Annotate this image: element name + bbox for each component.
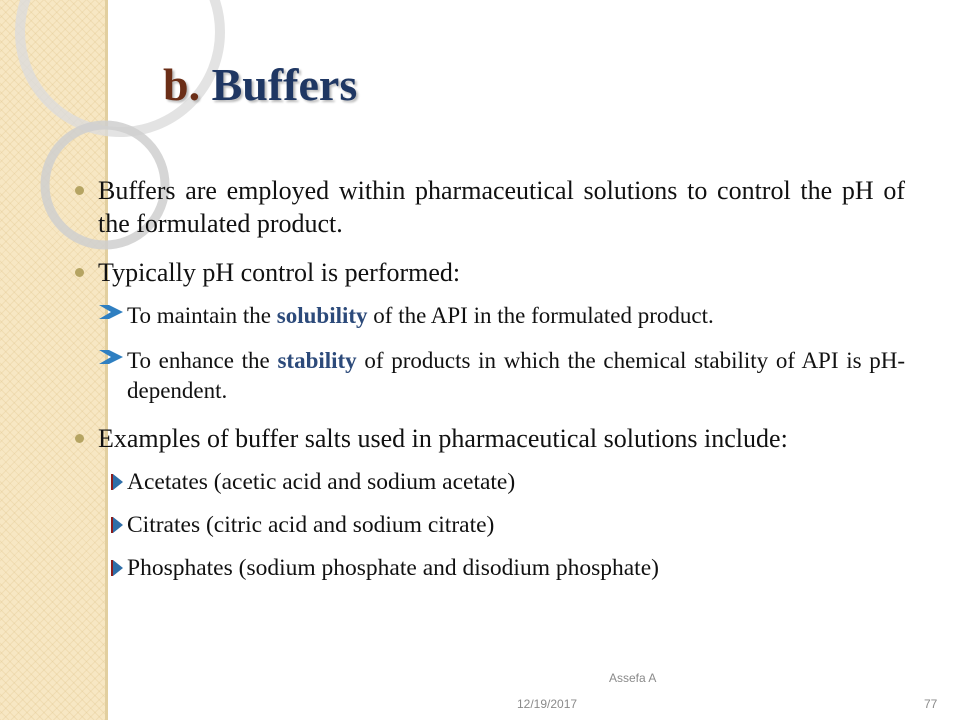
bullet-dot-icon [75, 268, 84, 277]
slide-body [75, 174, 905, 583]
flag-bullet-icon [111, 474, 123, 490]
footer-date: 12/19/2017 [517, 697, 578, 711]
text-segment: To enhance the [127, 348, 278, 373]
example-text: Phosphates (sodium phosphate and disodium phosphate) [127, 555, 659, 581]
bullet-item [75, 256, 905, 289]
text-segment: To maintain the [127, 303, 277, 328]
example-text: Citrates (citric acid and sodium citrate) [127, 512, 495, 538]
text-segment: of products in which the chemical stability of API is pH-dependent. [127, 348, 905, 403]
arrow-bullet-icon [99, 305, 123, 319]
footer-author: Assefa A [609, 671, 657, 685]
arrow-bullet-icon [99, 350, 123, 364]
sub-bullet-text [127, 348, 905, 403]
bullet-item [75, 422, 905, 455]
page-number: 77 [924, 697, 938, 711]
sub-bullet-item [75, 301, 905, 331]
sub-bullet-item [75, 346, 905, 406]
bullet-text: Buffers are employed within pharmaceutical solutions to control the pH of the formulated product. [98, 176, 905, 238]
text-segment: of the API in the formulated product. [367, 303, 714, 328]
example-item [75, 467, 905, 497]
bullet-text: Typically pH control is performed: [98, 258, 461, 287]
example-item [75, 510, 905, 540]
example-item [75, 553, 905, 583]
keyword-stability: stability [277, 348, 357, 373]
sub-bullet-text [127, 303, 714, 328]
title-prefix: b. [163, 59, 201, 110]
flag-bullet-icon [111, 560, 123, 576]
example-text: Acetates (acetic acid and sodium acetate) [127, 469, 516, 495]
bullet-dot-icon [75, 434, 84, 443]
bullet-item [75, 174, 905, 240]
keyword-solubility: solubility [276, 303, 368, 328]
flag-bullet-icon [111, 517, 123, 533]
bullet-dot-icon [75, 186, 84, 195]
slide-title [163, 59, 358, 110]
title-text: Buffers [211, 59, 358, 110]
bullet-text: Examples of buffer salts used in pharmaceutical solutions include: [98, 424, 788, 453]
